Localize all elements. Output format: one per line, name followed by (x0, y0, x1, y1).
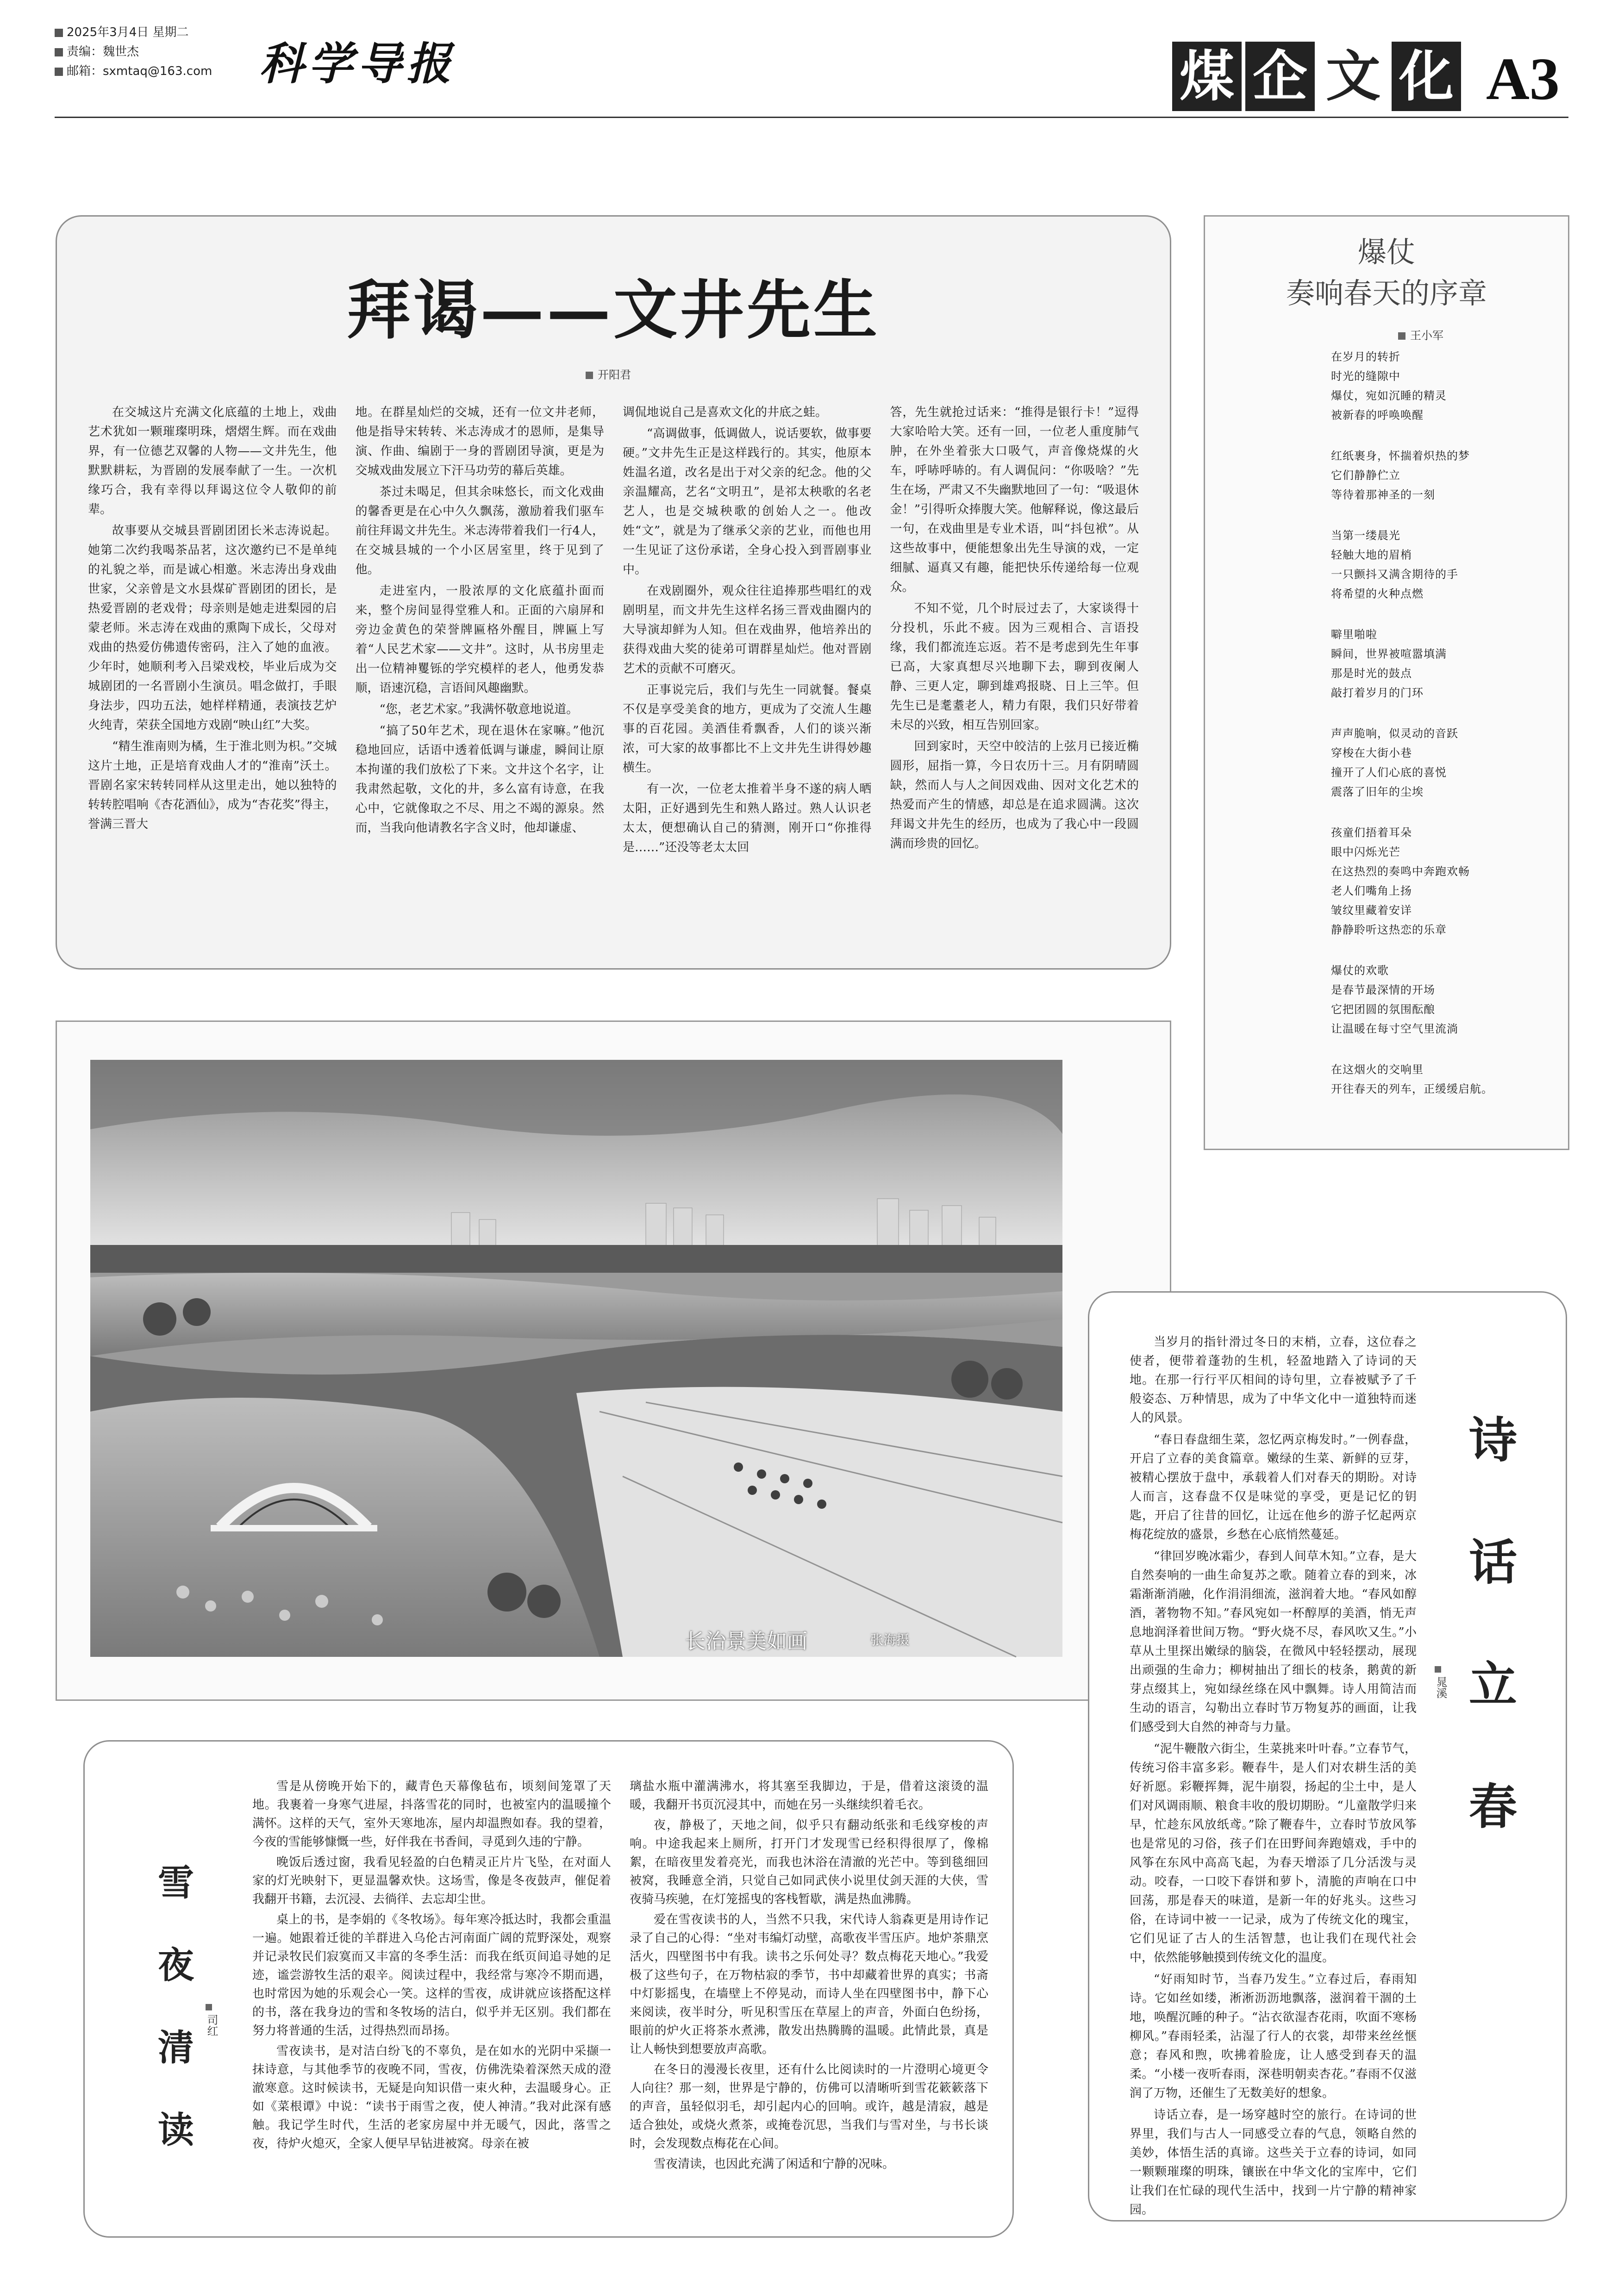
poem-author: 王小军 (1398, 326, 1443, 342)
snow-article-title (139, 1862, 213, 2151)
page-number: A3 (1486, 46, 1560, 112)
poem-line: 它们静静伫立 (1331, 469, 1400, 482)
photo-caption: 长治景美如画 (685, 1630, 807, 1653)
poem-line: 老人们嘴角上扬 (1331, 884, 1412, 897)
paragraph: 晚饭后透过窗，我看见轻盈的白色精灵正片片飞坠，在对面人家的灯光映射下，更显温馨欢快。这场雪，像是冬夜鼓声，催促着我翻开书籍，去沉浸、去徜徉、去忘却尘世。 (252, 1855, 611, 1906)
column-char: 文 (1318, 42, 1388, 111)
author-marker (1435, 1666, 1441, 1673)
poem-stanza (1331, 961, 1553, 1039)
paragraph: “好雨知时节，当春乃发生。”立春过后，春雨知诗。它如丝如缕，淅淅沥沥地飘落，滋润着干涸的土地，唤醒沉睡的种子。“沾衣欲湿杏花雨，吹面不寒杨柳风。”春雨轻柔，沾湿了行人的衣裳，却带来丝丝惬意；春风和煦，吹拂着脸庞，让人感受到春天的温柔。“小楼一夜听春雨，深巷明朝卖杏花。”春雨不仅滋润了万物，还催生了无数美好的想象。 (1130, 1972, 1417, 2100)
title-char: 诗 (1468, 1412, 1517, 1468)
paragraph: 不知不觉，几个时辰过去了，大家谈得十分投机，乐此不疲。因为三观相合、言语投缘，我们都流连忘返。若不是考虑到先生年事已高，大家真想尽兴地聊下去，聊到夜阑人静、三更人定，聊到雄鸡报晓、日上三竿。但先生已是耄耋老人，精力有限，我们只好带着未尽的兴致，相互告别回家。 (890, 602, 1139, 732)
poem-stanza (1331, 446, 1553, 504)
title-char: 读 (157, 2109, 194, 2151)
paragraph: 有一次，一位老太推着半身不遂的病人晒太阳，正好遇到先生和熟人路过。熟人认识老太太，便想确认自己的猜测，刚开口“你推得是……”还没等老太太回 (623, 782, 872, 854)
poem-subtitle: 奏响春天的序章 (1286, 276, 1487, 310)
poem-line: 震落了旧年的尘埃 (1331, 785, 1424, 798)
poem-line: 瞬间，世界被喧嚣填满 (1331, 647, 1447, 660)
paragraph: 答，先生就抢过话来：“推得是银行卡！”逗得大家哈哈大笑。还有一回，一位老人重度肺气肿，在外坐着张大口吸气，声音像烧煤的火车，呼哧呼哧的。有人调侃问：“你吸啥？”先生在场，严肃又不失幽默地回了一句：“吸退休金！”引得听众捧腹大笑。他解释说，像这最后一句，在戏曲里是专业术语，叫“抖包袱”。从这些故事中，便能想象出先生导演的戏，一定细腻、逼真又有趣，能把快乐传递给每一位观众。 (890, 405, 1139, 594)
paragraph: “律回岁晚冰霜少，春到人间草木知。”立春，是大自然奏响的一曲生命复苏之歌。随着立春的到来，冰霜渐渐消融，化作涓涓细流，滋润着大地。“春风如醇酒，著物物不知。”春风宛如一杯醇厚的美酒，悄无声息地润泽着世间万物。“野火烧不尽，春风吹又生。”小草从土里探出嫩绿的脑袋，在微风中轻轻摆动，展现出顽强的生命力；柳树抽出了细长的枝条，鹅黄的新芽点缀其上，宛如绿丝绦在风中飘舞。诗人用简洁而生动的语言，勾勒出立春时节万物复苏的画面，让我们感受到大自然的神奇与力量。 (1130, 1549, 1417, 1734)
title-char: 话 (1468, 1534, 1517, 1591)
poem-line: 在岁月的转折 (1331, 350, 1400, 363)
poem-line: 穿梭在大街小巷 (1331, 747, 1412, 759)
spring-article-title (1449, 1412, 1537, 1835)
poem-line: 被新春的呼唤唤醒 (1331, 409, 1424, 422)
paragraph: 调侃地说自己是喜欢文化的井底之蛙。 (623, 405, 828, 419)
poem-stanza (1331, 625, 1553, 703)
poem-line: 红纸裹身，怀揣着炽热的梦 (1331, 449, 1470, 462)
paragraph: 故事要从交城县晋剧团团长米志涛说起。她第二次约我喝茶品茗，这次邀约已不是单纯的礼貌之举，而是诚心相邀。米志涛出身戏曲世家，父亲曾是文水县煤矿晋剧团的团长，是热爱晋剧的老戏骨；母亲则是她走进梨园的启蒙老师。米志涛在戏曲的熏陶下成长，父母对戏曲的热爱仿佛遗传密码，注入了她的血液。少年时，她顺利考入吕梁戏校，毕业后成为交城剧团的一名晋剧小生演员。唱念做打，手眼身法步，四功五法，她样样精通，表演技艺炉火纯青，荣获全国地方戏剧“映山红”大奖。 (88, 524, 337, 732)
column-char: 化 (1392, 42, 1461, 111)
poem-line: 声声脆响，似灵动的音跃 (1331, 727, 1458, 740)
poem-stanza (1331, 724, 1553, 802)
poem-line: 将希望的火种点燃 (1331, 587, 1424, 600)
poem-line: 在这烟火的交响里 (1331, 1063, 1424, 1076)
main-article-column (356, 403, 605, 940)
paragraph: 在冬日的漫漫长夜里，还有什么比阅读时的一片澄明心境更令人向往？那一刻，世界是宁静的，仿佛可以清晰听到雪花簌簌落下的声音，虽轻似羽毛，却引起内心的回响。或许，越是清寂，越是适合独处，或烧火煮茶，或掩卷沉思，当我们与雪对坐，与书长谈时，会发现数点梅花在心间。 (630, 2063, 988, 2151)
poem-line: 是春节最深情的开场 (1331, 983, 1435, 996)
paragraph: “春日春盘细生菜，忽忆两京梅发时。”一例春盘，开启了立春的美食篇章。嫩绿的生菜、新鲜的豆芽，被精心摆放于盘中，承载着人们对春天的期盼。对诗人而言，这春盘不仅是味觉的享受，更是记忆的钥匙，开启了往昔的回忆，让远在他乡的游子忆起两京梅花绽放的盛景，乡愁在心底悄然蔓延。 (1130, 1433, 1417, 1542)
title-char: 春 (1468, 1778, 1517, 1835)
paragraph: 在交城这片充满文化底蕴的土地上，戏曲艺术犹如一颗璀璨明珠，熠熠生辉。而在戏曲界，有一位德艺双馨的人物——文井先生，他默默耕耘，为晋剧的发展奉献了一生。一次机缘巧合，我有幸得以拜谒这位令人敬仰的前辈。 (88, 405, 337, 516)
poem-line: 撞开了人们心底的喜悦 (1331, 766, 1447, 779)
column-title (1172, 42, 1478, 116)
author-marker (206, 2004, 212, 2010)
email-line: 邮箱：sxmtaq@163.com (55, 62, 212, 81)
paragraph: 雪是从傍晚开始下的，藏青色天幕像毡布，顷刻间笼罩了天地。我裹着一身寒气进屋，抖落雪花的同时，也被室内的温暖撞个满怀。这样的天气，室外天寒地冻，屋内却温煦如春。我的望着，今夜的雪能够慷慨一些，好伴我在书香间，寻觅到久违的宁静。 (252, 1780, 611, 1849)
main-article-title-wrap (56, 259, 1171, 351)
paragraph: “高调做事，低调做人，说话要软，做事要硬。”文井先生正是这样践行的。其实，他原本姓温名道，改名是出于对父亲的纪念。他的父亲温耀高，艺名“文明丑”，是祁太秧歌的名老艺人，也是交城秧歌的创始人之一。他改姓“文”，就是为了继承父亲的艺业，而他也用一生见证了这份承诺，全身心投入到晋剧事业中。 (623, 427, 872, 577)
paragraph: 雪夜清读，也因此充满了闲适和宁静的况味。 (654, 2157, 895, 2171)
spring-article-author: 晁溪 (1433, 1666, 1449, 1699)
poem-stanza (1331, 526, 1553, 604)
paragraph: 走进室内，一股浓厚的文化底蕴扑面而来，整个房间显得堂雅人和。正面的六扇屏和旁边金黄色的荣誉牌匾格外醒目，牌匾上写着“人民艺术家——文井”。这时，从书房里走出一位精神矍铄的学究模样的老人，他勇发恭顺，语速沉稳，言语间风趣幽默。 (355, 584, 604, 695)
snow-article-author: 司红 (204, 2004, 220, 2036)
paragraph: 茶过未喝足，但其余味悠长，而文化戏曲的馨香更是在心中久久飘荡，激励着我们驱车前往拜谒文井先生。米志涛带着我们一行4人，在交城县城的一个小区居室里，终于见到了他。 (355, 485, 604, 577)
column-char: 煤 (1172, 42, 1242, 111)
paragraph: “精生淮南则为橘，生于淮北则为枳。”交城这片土地，正是培育戏曲人才的“淮南”沃土。晋剧名家宋转转同样从这里走出，她以独特的转转腔唱响《杏花酒仙》，成为“杏花奖”得主，誉满三晋大 (88, 740, 337, 831)
poem-line: 一只颤抖又满含期待的手 (1331, 568, 1458, 581)
poem-line: 它把团圆的氛围酝酿 (1331, 1003, 1435, 1016)
snow-article-body (252, 1777, 988, 2221)
poem-line: 轻触大地的眉梢 (1331, 548, 1412, 561)
poem-line: 那是时光的鼓点 (1331, 667, 1412, 680)
paragraph: “搞了50年艺术，现在退休在家嘛。”他沉稳地回应，话语中透着低调与谦虚，瞬间让原本拘谨的我们放松了下来。文井这个名字，让我肃然起敬，文化的井，多么富有诗意，在我心中，它就像取之不尽、用之不竭的源泉。然而，当我向他请教名字含义时，他却谦虚、 (355, 724, 604, 835)
main-article-body (88, 403, 1139, 940)
poem-stanza (1331, 1060, 1553, 1099)
paragraph: 诗话立春，是一场穿越时空的旅行。在诗词的世界里，我们与古人一同感受立春的气息，领略自然的美妙，体悟生活的真谛。这些关于立春的诗词，如同一颗颗璀璨的明珠，镶嵌在中华文化的宝库中，它们让我们在忙碌的现代生活中，找到一片宁静的精神家园。 (1130, 2108, 1417, 2217)
poem-title-wrap (1204, 229, 1569, 311)
editor-line: 责编：魏世杰 (55, 43, 139, 61)
poem-line: 孩童们捂着耳朵 (1331, 826, 1412, 839)
paragraph: 璃盐水瓶中灌满沸水，将其塞至我脚边，于是，借着这滚烫的温暖，我翻开书页沉浸其中，而她在另一头继续织着毛衣。 (630, 1780, 988, 1812)
main-article-title: 拜谒——文井先生 (347, 272, 880, 348)
title-char: 夜 (157, 1944, 194, 1986)
photo-credit: 张海摄 (870, 1632, 910, 1648)
paragraph: 爱在雪夜读书的人，当然不只我，宋代诗人翁森更是用诗作记录了自己的心得：“坐对韦编灯动壁，高歌夜半雪压庐。地炉茶鼎烹活火，四壁图书中有我。读书之乐何处寻？数点梅花天地心。”我爱极了这些句子，在万物枯寂的季节，书中却藏着世界的真实；书斋中灯影摇曳，在墙壁上不停晃动，而诗人坐在四壁图书中，静下心来阅读，夜半时分，听见积雪压在草屋上的声音，外面白色纷扬，眼前的炉火正将茶水煮沸，散发出热腾腾的温暖。此情此景，真是让人畅快到想要放声高歌。 (630, 1913, 988, 2056)
poem-line: 静静聆听这热恋的乐章 (1331, 923, 1447, 936)
poem-line: 在这热烈的奏鸣中奔跑欢畅 (1331, 865, 1470, 878)
snow-article-column (252, 1777, 611, 2221)
poem-line: 皱纹里藏着安详 (1331, 904, 1412, 917)
paragraph: “您，老艺术家。”我满怀敬意地说道。 (379, 703, 579, 716)
poem-body (1331, 347, 1553, 1120)
paragraph: 桌上的书，是李娟的《冬牧场》。每年寒冷抵达时，我都会重温一遍。她跟着迁徙的羊群进入乌伦古河南面广阔的荒野深处，观察并记录牧民们寂寞而又丰富的冬季生活：而我在纸页间追寻她的足迹，谧尝游牧生活的艰辛。阅读过程中，我经常与寒冷不期而遇，也时常因为她的乐观会心一笑。这样的雪夜，成讲就应该搭配这样的书，落在我身边的雪和冬牧场的洁白，似乎并无区别。我们都在努力将普通的生活，过得热烈而昂扬。 (252, 1913, 611, 2038)
title-char: 清 (157, 2027, 194, 2069)
main-article-column (890, 403, 1139, 940)
poem-title: 爆仗 (1357, 235, 1415, 269)
paragraph: 地。在群星灿烂的交城，还有一位文井老师，他是指导宋转转、米志涛成才的恩师，是集导演、作曲、编剧于一身的晋剧团导演，更是为交城戏曲发展立下汗马功劳的幕后英雄。 (355, 405, 604, 478)
snow-article-column (630, 1777, 988, 2221)
poem-line: 让温暖在每寸空气里流淌 (1331, 1022, 1458, 1035)
main-article-column (88, 403, 337, 940)
poem-line: 当第一缕晨光 (1331, 529, 1400, 542)
main-article-author: 开阳君 (586, 366, 631, 382)
paragraph: 雪夜读书，是对洁白纷飞的不辜负，是在如水的光阴中采撷一抹诗意，与其他季节的夜晚不同，雪夜，仿佛洗染着深然天成的澄澈寒意。这时候读书，无疑是向知识借一束火种，去温暖身心。正如《菜根谭》中说：“读书于雨雪之夜，使人神清。”我对此深有感触。我记学生时代，生活的老家房屋中并无暖气，因此，落雪之夜，待炉火熄灭，全家人便早早钻进被窝。母亲在被 (252, 2044, 611, 2151)
masthead: 科学导报 (259, 37, 456, 90)
paragraph: “泥牛鞭散六街尘，生菜挑来叶叶春。”立春节气，传统习俗丰富多彩。鞭春牛，是人们对农耕生活的美好祈愿。彩鞭挥舞，泥牛崩裂，扬起的尘土中，是人们对风调雨顺、粮食丰收的殷切期盼。“儿童散学归来早，忙趁东风放纸鸢。”除了鞭春牛，立春时节放风筝也是常见的习俗，孩子们在田野间奔跑嬉戏，手中的风筝在东风中高高飞起，为春天增添了几分活泼与灵动。咬春，一口咬下春饼和萝卜，清脆的声响在口中回荡，那是春天的味道，是新一年的好兆头。这些习俗，在诗词中被一一记录，成为了传统文化的瑰宝，它们见证了古人的生活智慧，也让我们在现代社会中，依然能够触摸到传统文化的温度。 (1130, 1742, 1417, 1965)
header-rule (55, 117, 1568, 118)
landscape-photo (90, 1060, 1062, 1657)
poem-line: 爆仗的欢歌 (1331, 964, 1389, 977)
spring-article-body (1130, 1333, 1417, 2217)
poem-stanza (1331, 347, 1553, 425)
paragraph: 正事说完后，我们与先生一同就餐。餐桌不仅是享受美食的地方，更成为了交流人生趣事的百花园。美酒佳肴飘香，人们的谈兴渐浓，可大家的故事都比不上文井先生讲得妙趣横生。 (623, 683, 872, 775)
poem-line: 噼里啪啦 (1331, 628, 1377, 641)
column-char: 企 (1245, 42, 1315, 111)
paragraph: 夜，静极了，天地之间，似乎只有翻动纸张和毛线穿梭的声响。中途我起来上厕所，打开门才发现雪已经积得很厚了，像棉絮，在暗夜里发着亮光，而我也沐浴在清澈的光芒中。等到毯细回被窝，我睡意全消，只觉自己如同武侠小说里仗剑天涯的大侠，雪夜骑马疾驰，在灯笼摇曳的客栈暂歇，满是热血沸腾。 (630, 1818, 988, 1906)
poem-line: 眼中闪烁光芒 (1331, 846, 1400, 859)
poem-line: 等待着那神圣的一刻 (1331, 488, 1435, 501)
title-char: 立 (1468, 1656, 1517, 1713)
title-char: 雪 (157, 1862, 194, 1904)
main-article-column (623, 403, 872, 940)
paragraph: 回到家时，天空中皎洁的上弦月已接近椭圆形，屈指一算，今日农历十三。月有阴晴圆缺，然而人与人之间因戏曲、因对文化艺术的热爱而产生的情感，却总是在追求圆满。这次拜谒文井先生的经历，也成为了我心中一段圆满而珍贵的回忆。 (890, 740, 1139, 851)
poem-line: 爆仗，宛如沉睡的精灵 (1331, 389, 1447, 402)
poem-line: 开往春天的列车，正缓缓启航。 (1331, 1083, 1493, 1095)
issue-date: 2025年3月4日 星期二 (55, 23, 189, 42)
poem-line: 时光的缝隙中 (1331, 370, 1400, 383)
poem-stanza (1331, 823, 1553, 940)
poem-line: 敲打着岁月的门环 (1331, 686, 1424, 699)
paragraph: 在戏剧圈外，观众往往追捧那些唱红的戏剧明星，而文井先生这样名扬三晋戏曲圈内的大导演却鲜为人知。但在戏曲界，他培养出的获得戏曲大奖的徒弟可谓群星灿烂。他对晋剧艺术的贡献不可磨灭。 (623, 584, 872, 676)
paragraph: 当岁月的指针滑过冬日的末梢，立春，这位春之使者，便带着蓬勃的生机，轻盈地踏入了诗词的天地。在那一行行平仄相间的诗句里，立春被赋予了千般姿态、万种情思，成为了中华文化中一道独特而迷人的风景。 (1130, 1335, 1417, 1425)
